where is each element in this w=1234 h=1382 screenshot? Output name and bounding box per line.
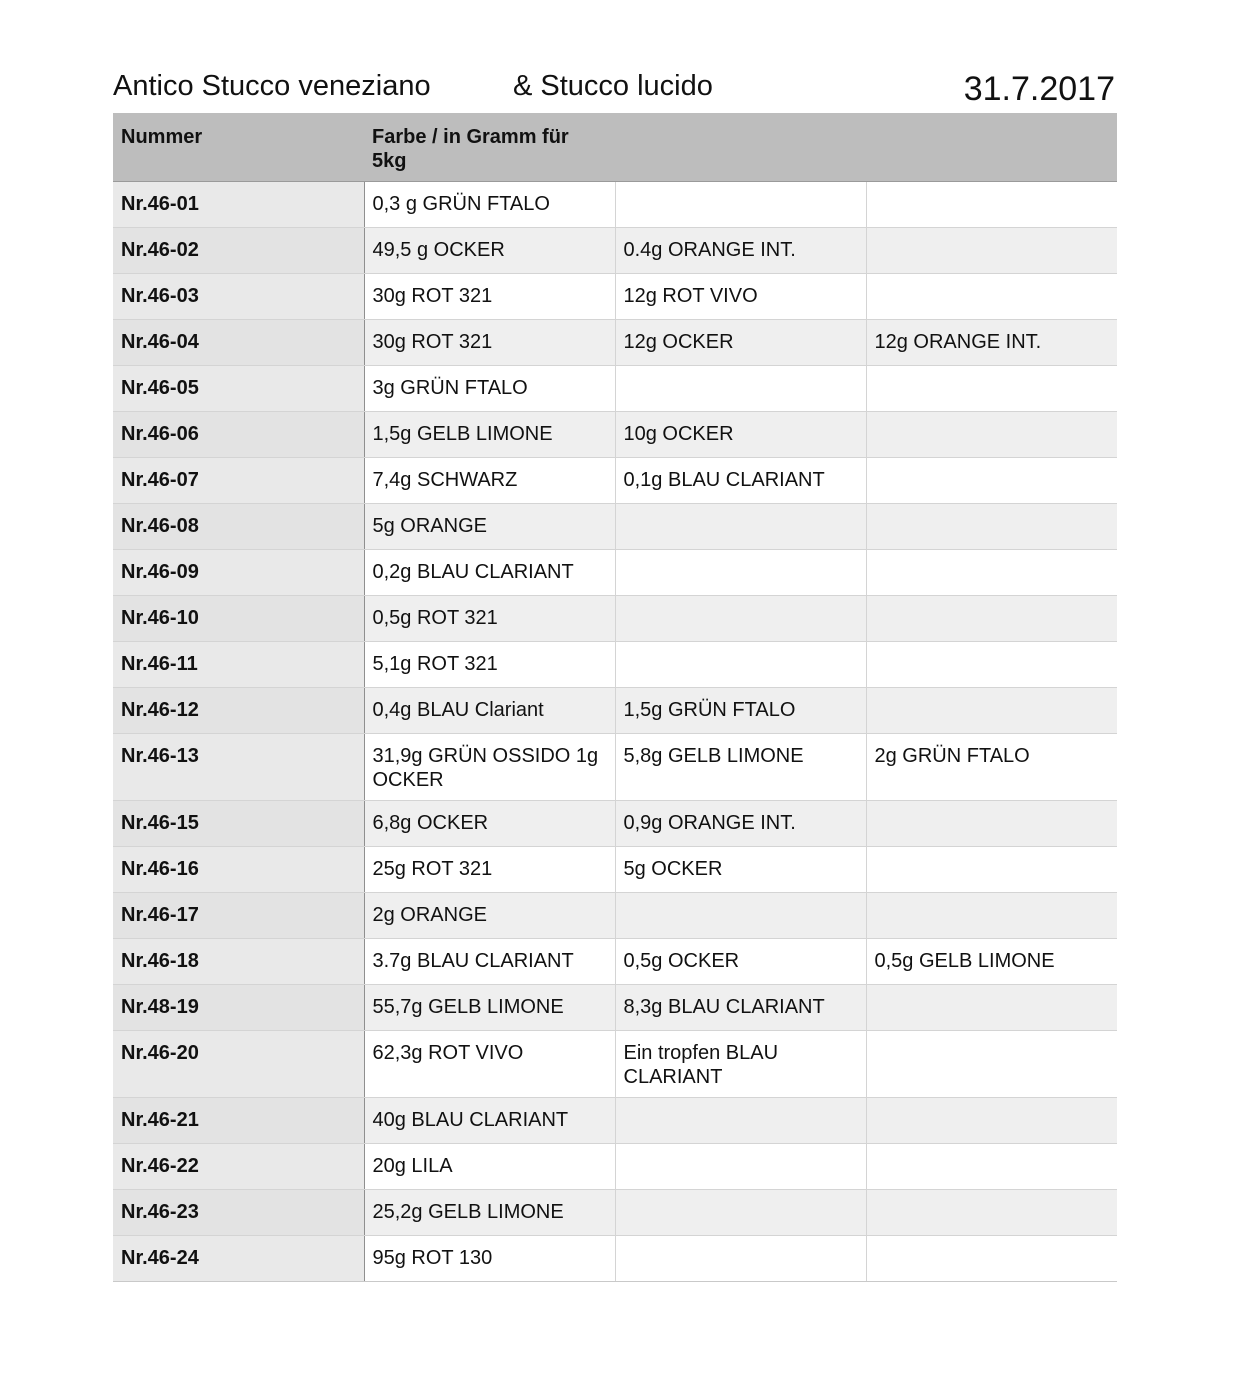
- color-amount-cell: 5,8g GELB LIMONE: [615, 734, 866, 801]
- color-amount-cell: 0.4g ORANGE INT.: [615, 228, 866, 274]
- row-number-cell: Nr.48-19: [113, 985, 364, 1031]
- color-amount-cell: [866, 366, 1117, 412]
- column-header-blank: [866, 113, 1117, 182]
- row-number-cell: Nr.46-07: [113, 458, 364, 504]
- column-header-color: Farbe / in Gramm für 5kg: [364, 113, 615, 182]
- color-amount-cell: [615, 642, 866, 688]
- table-row: [113, 1236, 1117, 1282]
- column-header-number: Nummer: [113, 113, 364, 182]
- color-amount-cell: [866, 458, 1117, 504]
- table-row: [113, 688, 1117, 734]
- color-amount-cell: 0,5g OCKER: [615, 939, 866, 985]
- color-amount-cell: 25,2g GELB LIMONE: [364, 1190, 615, 1236]
- table-row: [113, 939, 1117, 985]
- color-amount-cell: [866, 893, 1117, 939]
- color-amount-cell: 0,3 g GRÜN FTALO: [364, 182, 615, 228]
- color-amount-cell: 62,3g ROT VIVO: [364, 1031, 615, 1098]
- color-amount-cell: 0,9g ORANGE INT.: [615, 801, 866, 847]
- color-amount-cell: 0,5g ROT 321: [364, 596, 615, 642]
- color-recipe-table: [113, 113, 1117, 1282]
- color-amount-cell: 0,1g BLAU CLARIANT: [615, 458, 866, 504]
- color-amount-cell: 25g ROT 321: [364, 847, 615, 893]
- row-number-cell: Nr.46-24: [113, 1236, 364, 1282]
- color-amount-cell: 55,7g GELB LIMONE: [364, 985, 615, 1031]
- row-number-cell: Nr.46-13: [113, 734, 364, 801]
- row-number-cell: Nr.46-09: [113, 550, 364, 596]
- color-amount-cell: [866, 182, 1117, 228]
- color-amount-cell: [615, 182, 866, 228]
- color-amount-cell: 40g BLAU CLARIANT: [364, 1098, 615, 1144]
- row-number-cell: Nr.46-03: [113, 274, 364, 320]
- color-amount-cell: 12g ROT VIVO: [615, 274, 866, 320]
- row-number-cell: Nr.46-21: [113, 1098, 364, 1144]
- table-row: [113, 320, 1117, 366]
- table-row: [113, 504, 1117, 550]
- color-amount-cell: 2g ORANGE: [364, 893, 615, 939]
- color-amount-cell: 95g ROT 130: [364, 1236, 615, 1282]
- color-amount-cell: 5g OCKER: [615, 847, 866, 893]
- color-amount-cell: 0,2g BLAU CLARIANT: [364, 550, 615, 596]
- color-amount-cell: [615, 366, 866, 412]
- color-amount-cell: 8,3g BLAU CLARIANT: [615, 985, 866, 1031]
- table-row: [113, 458, 1117, 504]
- table-body: [113, 182, 1117, 1282]
- row-number-cell: Nr.46-12: [113, 688, 364, 734]
- color-amount-cell: [866, 274, 1117, 320]
- color-amount-cell: [615, 596, 866, 642]
- row-number-cell: Nr.46-18: [113, 939, 364, 985]
- color-amount-cell: 5,1g ROT 321: [364, 642, 615, 688]
- color-amount-cell: [615, 1236, 866, 1282]
- color-amount-cell: 1,5g GRÜN FTALO: [615, 688, 866, 734]
- color-amount-cell: [866, 412, 1117, 458]
- color-amount-cell: Ein tropfen BLAU CLARIANT: [615, 1031, 866, 1098]
- color-amount-cell: [866, 985, 1117, 1031]
- color-amount-cell: [615, 1144, 866, 1190]
- table-row: [113, 893, 1117, 939]
- color-amount-cell: [866, 1236, 1117, 1282]
- table-row: [113, 366, 1117, 412]
- table-row: [113, 412, 1117, 458]
- color-amount-cell: [866, 1190, 1117, 1236]
- row-number-cell: Nr.46-05: [113, 366, 364, 412]
- color-amount-cell: 0,5g GELB LIMONE: [866, 939, 1117, 985]
- table-row: [113, 1190, 1117, 1236]
- table-row: [113, 274, 1117, 320]
- table-row: [113, 734, 1117, 801]
- document-date: 31.7.2017: [963, 70, 1115, 108]
- color-amount-cell: [866, 801, 1117, 847]
- color-amount-cell: [866, 596, 1117, 642]
- row-number-cell: Nr.46-04: [113, 320, 364, 366]
- color-amount-cell: 2g GRÜN FTALO: [866, 734, 1117, 801]
- row-number-cell: Nr.46-06: [113, 412, 364, 458]
- row-number-cell: Nr.46-11: [113, 642, 364, 688]
- color-amount-cell: [866, 1144, 1117, 1190]
- color-amount-cell: [866, 504, 1117, 550]
- color-amount-cell: [866, 642, 1117, 688]
- color-amount-cell: [615, 1190, 866, 1236]
- table-row: [113, 1031, 1117, 1098]
- document-header: [113, 68, 1117, 112]
- color-amount-cell: 30g ROT 321: [364, 274, 615, 320]
- color-amount-cell: 10g OCKER: [615, 412, 866, 458]
- row-number-cell: Nr.46-02: [113, 228, 364, 274]
- row-number-cell: Nr.46-01: [113, 182, 364, 228]
- document-subtitle: & Stucco lucido: [513, 70, 713, 102]
- color-amount-cell: 3.7g BLAU CLARIANT: [364, 939, 615, 985]
- table-row: [113, 228, 1117, 274]
- table-row: [113, 1098, 1117, 1144]
- row-number-cell: Nr.46-16: [113, 847, 364, 893]
- color-amount-cell: 30g ROT 321: [364, 320, 615, 366]
- row-number-cell: Nr.46-17: [113, 893, 364, 939]
- row-number-cell: Nr.46-10: [113, 596, 364, 642]
- table-row: [113, 642, 1117, 688]
- color-amount-cell: [615, 893, 866, 939]
- row-number-cell: Nr.46-20: [113, 1031, 364, 1098]
- color-amount-cell: 7,4g SCHWARZ: [364, 458, 615, 504]
- color-amount-cell: [866, 688, 1117, 734]
- table-row: [113, 182, 1117, 228]
- color-amount-cell: 5g ORANGE: [364, 504, 615, 550]
- row-number-cell: Nr.46-23: [113, 1190, 364, 1236]
- color-amount-cell: [866, 1031, 1117, 1098]
- table-row: [113, 985, 1117, 1031]
- color-amount-cell: [615, 1098, 866, 1144]
- color-amount-cell: 49,5 g OCKER: [364, 228, 615, 274]
- table-row: [113, 1144, 1117, 1190]
- color-amount-cell: [615, 504, 866, 550]
- color-amount-cell: [866, 228, 1117, 274]
- color-amount-cell: 1,5g GELB LIMONE: [364, 412, 615, 458]
- table-row: [113, 801, 1117, 847]
- color-amount-cell: 3g GRÜN FTALO: [364, 366, 615, 412]
- color-amount-cell: 12g ORANGE INT.: [866, 320, 1117, 366]
- color-amount-cell: 12g OCKER: [615, 320, 866, 366]
- row-number-cell: Nr.46-22: [113, 1144, 364, 1190]
- color-amount-cell: 0,4g BLAU Clariant: [364, 688, 615, 734]
- color-amount-cell: [615, 550, 866, 596]
- column-header-blank: [615, 113, 866, 182]
- color-amount-cell: [866, 1098, 1117, 1144]
- row-number-cell: Nr.46-15: [113, 801, 364, 847]
- table-header-row: [113, 113, 1117, 182]
- table-row: [113, 596, 1117, 642]
- color-amount-cell: 20g LILA: [364, 1144, 615, 1190]
- color-amount-cell: 31,9g GRÜN OSSIDO 1g OCKER: [364, 734, 615, 801]
- color-amount-cell: [866, 550, 1117, 596]
- row-number-cell: Nr.46-08: [113, 504, 364, 550]
- color-amount-cell: [866, 847, 1117, 893]
- table-row: [113, 847, 1117, 893]
- color-amount-cell: 6,8g OCKER: [364, 801, 615, 847]
- document-title: Antico Stucco veneziano: [113, 70, 431, 102]
- table-row: [113, 550, 1117, 596]
